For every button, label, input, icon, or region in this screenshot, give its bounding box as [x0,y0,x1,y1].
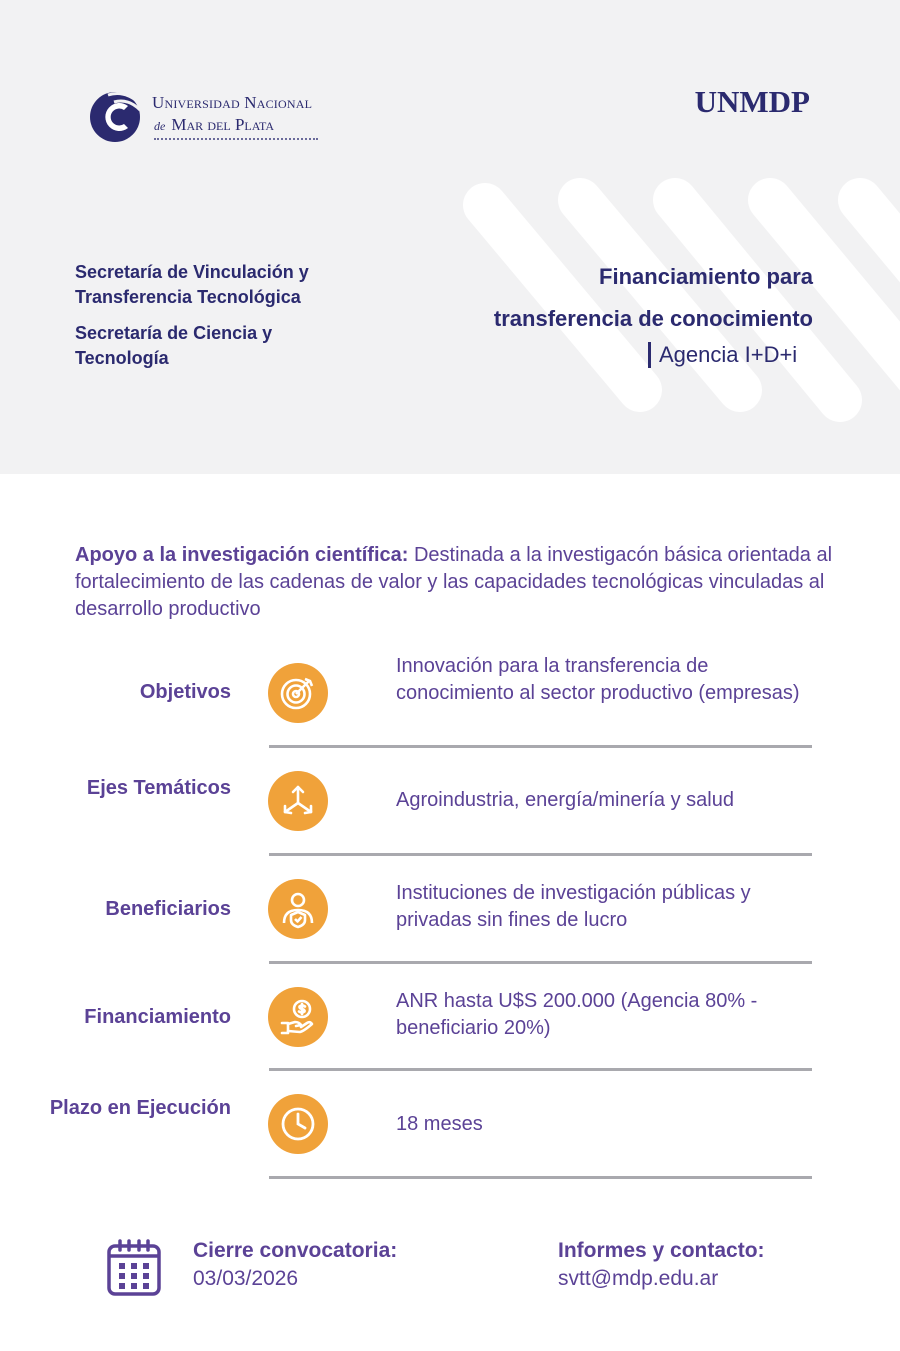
hand-money-icon [268,987,328,1047]
clock-icon [268,1094,328,1154]
row-text-beneficiarios: Instituciones de investigación públicas y privadas sin fines de lucro [396,882,751,931]
divider [269,745,812,748]
intro-paragraph [75,542,835,623]
row-label-beneficiarios: Beneficiarios [105,898,231,920]
logo-city [154,115,274,135]
logo-dotted-rule [154,138,318,140]
row-label-plazo: Plazo en Ejecución [49,1097,231,1119]
brand-name: UNMDP [694,84,810,119]
university-logo [88,88,378,148]
row-text-financiamiento: ANR hasta U$S 200.000 (Agencia 80% - beneficiario 20%) [396,990,758,1039]
page-title [494,256,813,340]
intro-heading: Apoyo a la investigación científica: [75,544,409,566]
divider [269,1068,812,1071]
title-line-2: transferencia de conocimiento [493,306,813,331]
person-shield-icon [268,879,328,939]
branch-arrows-icon [268,771,328,831]
row-text-objetivos: Innovación para la transferencia de conocimiento al sector productivo (empresas) [396,655,800,704]
row-text-plazo: 18 meses [396,1113,483,1135]
divider [269,961,812,964]
title-line-1: Financiamiento para [599,264,813,289]
logo-de: de [154,119,166,133]
divider [269,853,812,856]
logo-mdp: Mar del Plata [171,115,275,134]
cierre-label: Cierre convocatoria: [193,1239,398,1262]
intro-body: Destinada a la investigacón básica orientada al fortalecimiento de las cadenas de valor y las capacidades tecnológicas vinculadas al desarrollo productivo [75,544,833,620]
cierre-date: 03/03/2026 [193,1267,299,1290]
row-text-ejes: Agroindustria, energía/minería y salud [396,789,734,811]
secretaria-ciencia: Secretaría de Ciencia y Tecnología [75,323,273,368]
contact-email[interactable]: svtt@mdp.edu.ar [558,1267,719,1290]
row-label-financiamiento: Financiamiento [84,1006,231,1028]
row-label-objetivos: Objetivos [139,681,231,703]
university-emblem-icon [88,88,144,144]
logo-university-name: Universidad Nacional [152,93,313,112]
divider [269,1176,812,1179]
agency-label: Agencia I+D+i [648,342,797,368]
target-icon [268,663,328,723]
header-band [0,0,900,474]
contact-label: Informes y contacto: [558,1239,765,1262]
decorative-stripes [0,0,900,474]
calendar-icon [106,1238,162,1298]
secretaria-vinculacion: Secretaría de Vinculación y Transferencia Tecnológica [75,262,309,307]
row-label-ejes: Ejes Temáticos [86,777,231,799]
